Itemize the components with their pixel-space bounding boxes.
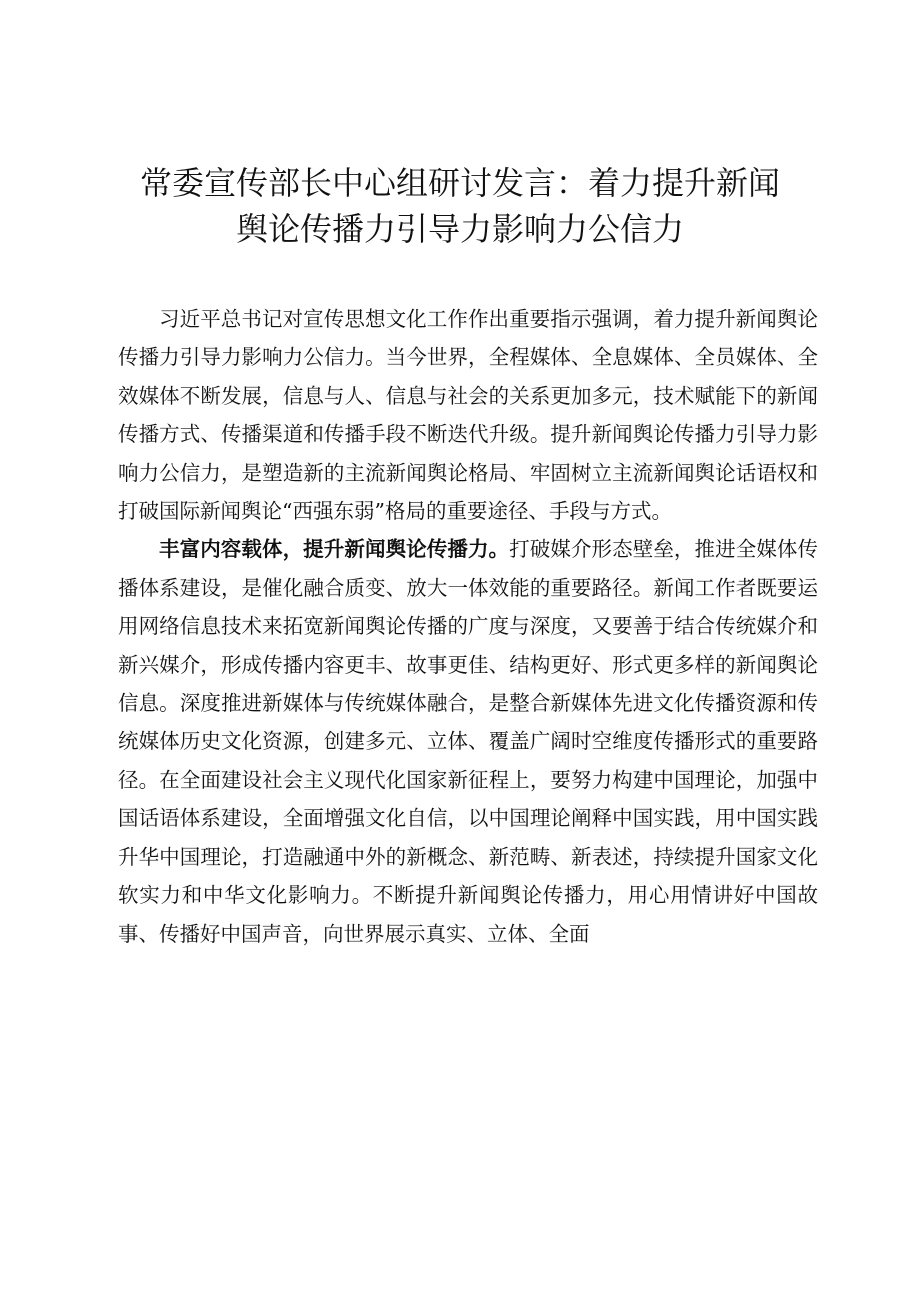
title-line-2: 舆论传播力引导力影响力公信力: [235, 210, 684, 248]
paragraph-2-text: 打破媒介形态壁垒，推进全媒体传播体系建设，是催化融合质变、放大一体效能的重要路径。新闻工作者既要运用网络信息技术来拓宽新闻舆论传播的广度与深度，又要善于结合传统媒介和新兴媒介，形成传播内容更丰、故事更佳、结构更好、形式更多样的新闻舆论信息。深度推进新媒体与传统媒体融合，是整合新媒体先进文化传播资源和传统媒体历史文化资源，创建多元、立体、覆盖广阔时空维度传播形式的重要路径。在全面建设社会主义现代化国家新征程上，要努力构建中国理论，加强中国话语体系建设，全面增强文化自信，以中国理论阐释中国实践，用中国实践升华中国理论，打造融通中外的新概念、新范畴、新表述，持续提升国家文化软实力和中华文化影响力。不断提升新闻舆论传播力，用心用情讲好中国故事、传播好中国声音，向世界展示真实、立体、全面: [118, 537, 819, 946]
document-body: [118, 300, 818, 953]
document-title: [60, 160, 860, 252]
paragraph-2-lead: 丰富内容载体，提升新闻舆论传播力。: [159, 537, 510, 562]
paragraph-1: 习近平总书记对宣传思想文化工作作出重要指示强调，着力提升新闻舆论传播力引导力影响力公信力。当今世界，全程媒体、全息媒体、全员媒体、全效媒体不断发展，信息与人、信息与社会的关系更加多元，技术赋能下的新闻传播方式、传播渠道和传播手段不断迭代升级。提升新闻舆论传播力引导力影响力公信力，是塑造新的主流新闻舆论格局、牢固树立主流新闻舆论话语权和打破国际新闻舆论“西强东弱”格局的重要途径、手段与方式。: [118, 307, 818, 524]
title-line-1: 常委宣传部长中心组研讨发言：着力提升新闻: [139, 164, 780, 202]
paragraph-2: [118, 530, 818, 952]
